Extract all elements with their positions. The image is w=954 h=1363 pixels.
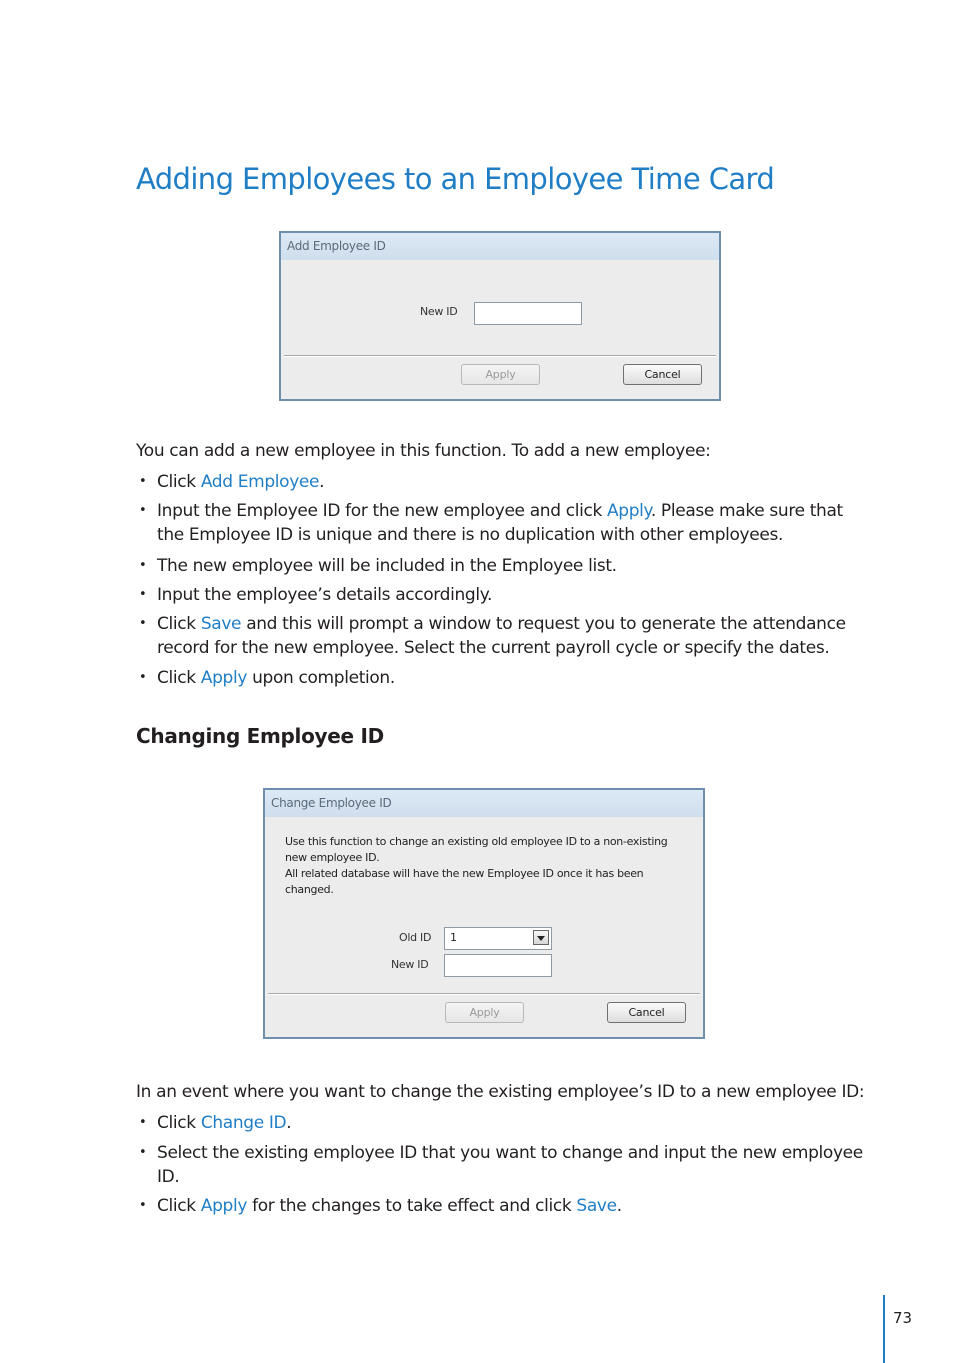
list-item: • Click Change ID. (139, 1113, 292, 1133)
list-item: • Input the employee’s details accordingly. (139, 585, 493, 605)
list-item: • Click Apply upon completion. (139, 668, 395, 688)
new-id-input[interactable] (444, 954, 552, 977)
cancel-button[interactable]: Cancel (607, 1002, 686, 1023)
change-id-link[interactable]: Change ID (200, 1113, 287, 1133)
dialog-separator (268, 993, 700, 995)
new-id-label: New ID (391, 958, 429, 971)
old-id-label: Old ID (399, 931, 432, 944)
change-employee-dialog (263, 788, 705, 1039)
intro-text: You can add a new employee in this function. To add a new employee: (136, 441, 711, 461)
list-item: • The new employee will be included in the Employee list. (139, 556, 617, 576)
new-id-input[interactable] (474, 302, 582, 325)
old-id-dropdown[interactable]: 1 (444, 927, 552, 950)
dialog-title-bar: Add Employee ID (281, 233, 719, 260)
add-employee-dialog (279, 231, 721, 401)
list-item: • Select the existing employee ID that you want to change and input the new employee ID. (139, 1143, 863, 1187)
dialog-separator (284, 355, 716, 357)
page-number: 73 (893, 1309, 913, 1327)
list-item: • Click Apply for the changes to take effect and click Save. (139, 1196, 622, 1216)
chevron-down-icon[interactable] (533, 930, 549, 945)
save-link[interactable]: Save (576, 1196, 617, 1216)
dialog-title-bar: Change Employee ID (265, 790, 703, 817)
list-item: • Click Save and this will prompt a window to request you to generate the attendance record for the new employee. Select the current payroll cycle or specify the dates. (139, 614, 846, 658)
new-id-label: New ID (420, 305, 458, 318)
section-subtitle: Changing Employee ID (136, 724, 384, 748)
dialog-note: Use this function to change an existing old employee ID to a non-existing new employee ID. All related database will have the new Employee ID once it has been changed. (285, 835, 668, 896)
apply-link[interactable]: Apply (607, 501, 651, 521)
page-number-rule (883, 1295, 885, 1363)
cancel-button[interactable]: Cancel (623, 364, 702, 385)
apply-link[interactable]: Apply (200, 668, 248, 688)
apply-button[interactable]: Apply (445, 1002, 524, 1023)
add-employee-link[interactable]: Add Employee (200, 472, 320, 492)
apply-button[interactable]: Apply (461, 364, 540, 385)
apply-link[interactable]: Apply (200, 1196, 248, 1216)
change-intro-text: In an event where you want to change the existing employee’s ID to a new employee ID: (136, 1082, 865, 1102)
list-item: • Click Add Employee. (139, 472, 325, 492)
page-title: Adding Employees to an Employee Time Card (136, 162, 775, 196)
list-item: • Input the Employee ID for the new employee and click Apply. Please make sure that the Employee ID is unique and there is no duplication with other employees. (139, 501, 843, 545)
save-link[interactable]: Save (200, 614, 242, 634)
